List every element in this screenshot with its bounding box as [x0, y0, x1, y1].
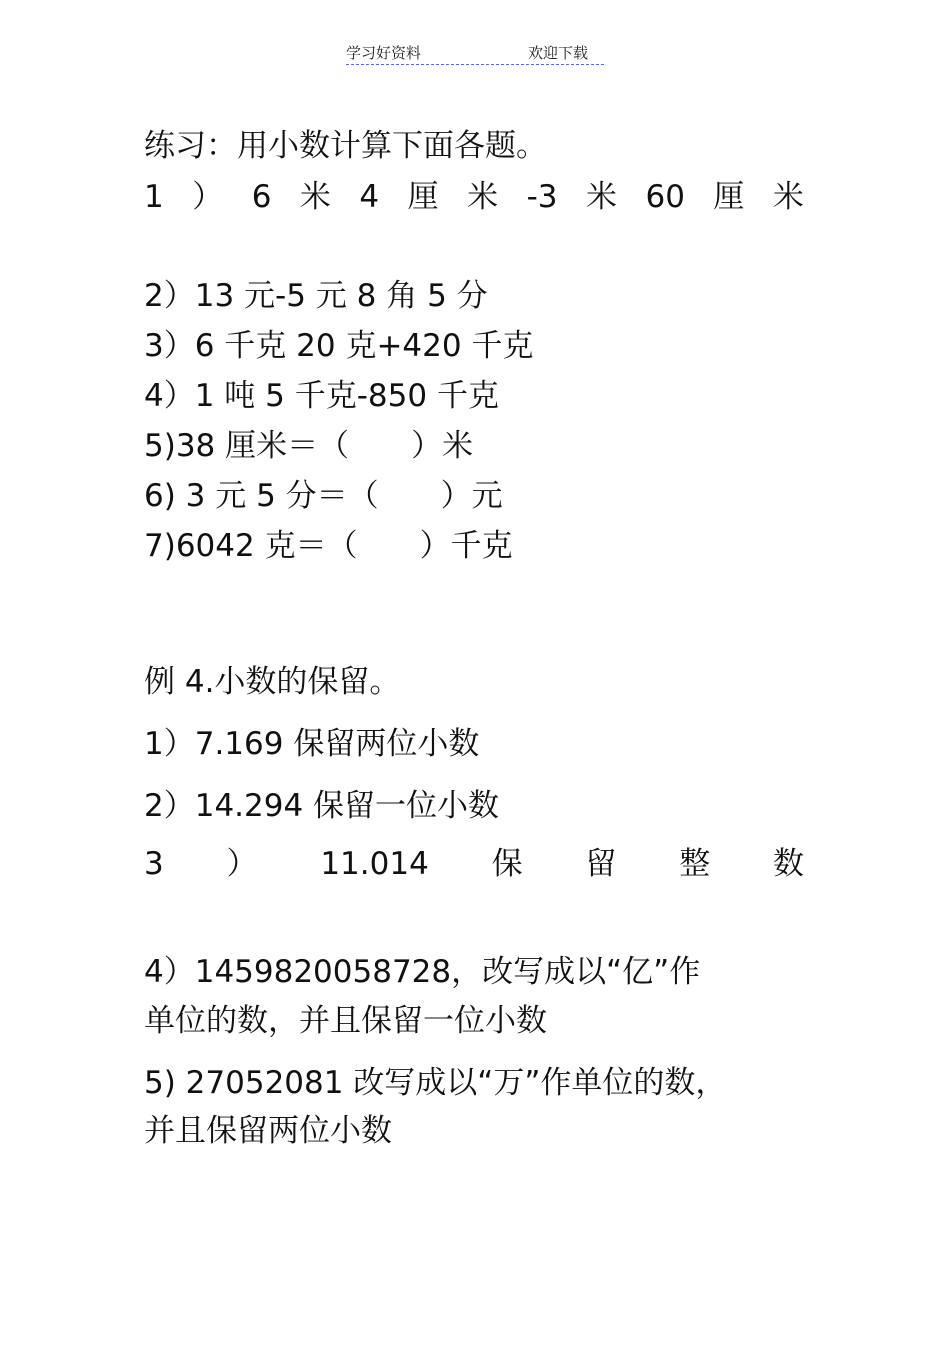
practice-item-1-token: 60	[645, 179, 685, 215]
example-4-item-3-token: ）	[226, 846, 258, 882]
practice-title: 练习：用小数计算下面各题。	[144, 128, 547, 164]
example-4-title: 例 4.小数的保留。	[144, 664, 401, 700]
practice-item-5: 5)38 厘米＝（ ）米	[144, 428, 474, 464]
practice-item-1-token: 米	[299, 179, 331, 215]
example-4-item-3-token: 数	[773, 846, 804, 882]
practice-item-1-token: 米	[586, 179, 617, 215]
practice-item-1-token: 6	[251, 179, 272, 215]
practice-item-3: 3）6 千克 20 克+420 千克	[144, 328, 534, 364]
practice-item-1-token: 1	[144, 179, 164, 215]
example-4-item-5-line-1: 5) 27052081 改写成以“万”作单位的数，	[144, 1065, 727, 1101]
example-4-item-4-line-1: 4）1459820058728，改写成以“亿”作	[144, 954, 701, 990]
practice-item-1-token: 厘	[407, 179, 439, 215]
example-4-item-2: 2）14.294 保留一位小数	[144, 788, 500, 824]
practice-item-1-token: 厘	[713, 179, 745, 215]
practice-item-1-token: 4	[359, 179, 380, 215]
example-4-item-3-token: 11.014	[320, 846, 429, 882]
example-4-item-3	[144, 846, 804, 882]
example-4-item-4-line-2: 单位的数，并且保留一位小数	[144, 1003, 547, 1039]
practice-item-1-token: 米	[467, 179, 499, 215]
header-right-text: 欢迎下载	[528, 44, 589, 62]
example-4-item-3-token: 3	[144, 846, 164, 882]
practice-item-6: 6) 3 元 5 分＝（ ）元	[144, 478, 503, 514]
example-4-item-1: 1）7.169 保留两位小数	[144, 726, 480, 762]
practice-item-7: 7)6042 克＝（ ）千克	[144, 528, 513, 564]
practice-item-4: 4）1 吨 5 千克-850 千克	[144, 378, 499, 414]
example-4-item-3-token: 整	[679, 846, 711, 882]
practice-item-1-token: -3	[526, 179, 558, 215]
example-4-item-3-token: 保	[491, 846, 523, 882]
header-left-text: 学习好资料	[346, 44, 422, 62]
practice-item-1-token: ）	[192, 179, 224, 215]
example-4-item-5-line-2: 并且保留两位小数	[144, 1113, 392, 1149]
practice-item-2: 2）13 元-5 元 8 角 5 分	[144, 278, 488, 314]
page-header	[346, 42, 604, 65]
example-4-item-3-token: 留	[585, 846, 617, 882]
practice-item-1	[144, 179, 804, 215]
practice-item-1-token: 米	[772, 179, 804, 215]
